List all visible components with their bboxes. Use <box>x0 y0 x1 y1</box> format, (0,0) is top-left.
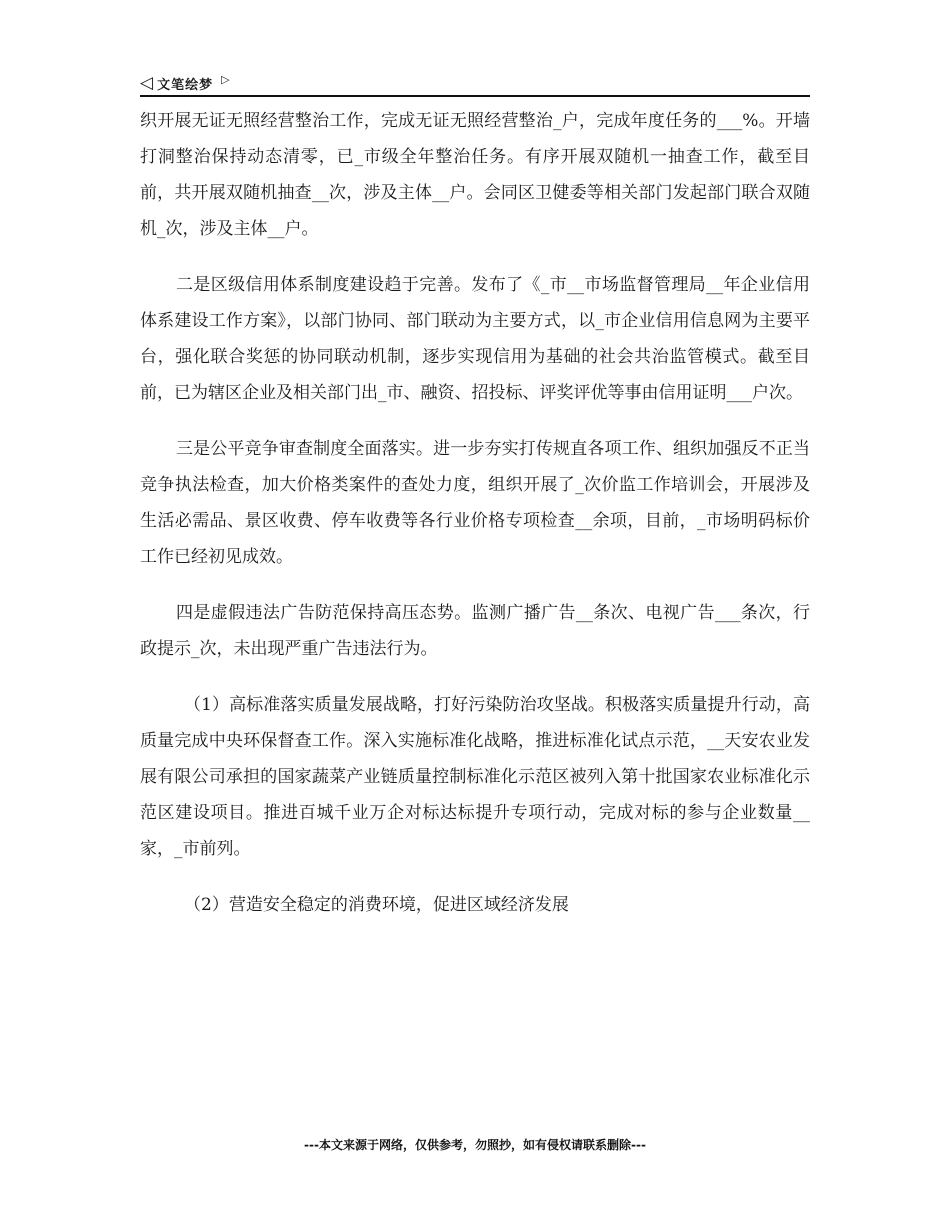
page-footer: ---本文来源于网络，仅供参考，勿照抄，如有侵权请联系删除--- <box>304 1138 646 1152</box>
triangle-left-icon: ◁ <box>140 73 154 93</box>
page-header <box>140 70 810 96</box>
header-divider <box>140 95 810 97</box>
triangle-right-icon: ▷ <box>221 72 230 86</box>
paragraph-advertising: 四是虚假违法广告防范保持高压态势。监测广播广告__条次、电视广告___条次，行政提示_次，未出现严重广告违法行为。 <box>140 603 810 659</box>
paragraph-consumer-environment: （2）营造安全稳定的消费环境，促进区域经济发展 <box>184 895 569 915</box>
paragraph-continuation: 织开展无证无照经营整治工作，完成无证无照经营整治_户，完成年度任务的___%。开墙打洞整治保持动态清零，已_市级全年整治任务。有序开展双随机一抽查工作，截至目前，共开展双随机抽查__次，涉及主体__户。会同区卫健委等相关部门发起部门联合双随机_次，涉及主体__户。 <box>140 111 810 239</box>
header-logo <box>140 72 230 94</box>
paragraph-fair-competition: 三是公平竞争审查制度全面落实。进一步夯实打传规直各项工作、组织加强反不正当竞争执法检查，加大价格类案件的查处力度，组织开展了_次价监工作培训会，开展涉及生活必需品、景区收费、停车收费等各行业价格专项检查__余项，目前，_市场明码标价工作已经初见成效。 <box>140 439 810 567</box>
paragraph-quality-strategy: （1）高标准落实质量发展战略，打好污染防治攻坚战。积极落实质量提升行动，高质量完成中央环保督查工作。深入实施标准化战略，推进标准化试点示范，__天安农业发展有限公司承担的国家蔬菜产业链质量控制标准化示范区被列入第十批国家农业标准化示范区建设项目。推进百城千业万企对标达标提升专项行动，完成对标的参与企业数量__家，_市前列。 <box>140 695 810 859</box>
logo-text: 文笔绘梦 <box>157 77 214 93</box>
document-body <box>140 103 810 943</box>
paragraph-credit-system: 二是区级信用体系制度建设趋于完善。发布了《_市__市场监督管理局__年企业信用体系建设工作方案》，以部门协同、部门联动为主要方式，以_市企业信用信息网为主要平台，强化联合奖惩的协同联动机制，逐步实现信用为基础的社会共治监管模式。截至目前，已为辖区企业及相关部门出_市、融资、招投标、评奖评优等事由信用证明___户次。 <box>140 275 810 403</box>
